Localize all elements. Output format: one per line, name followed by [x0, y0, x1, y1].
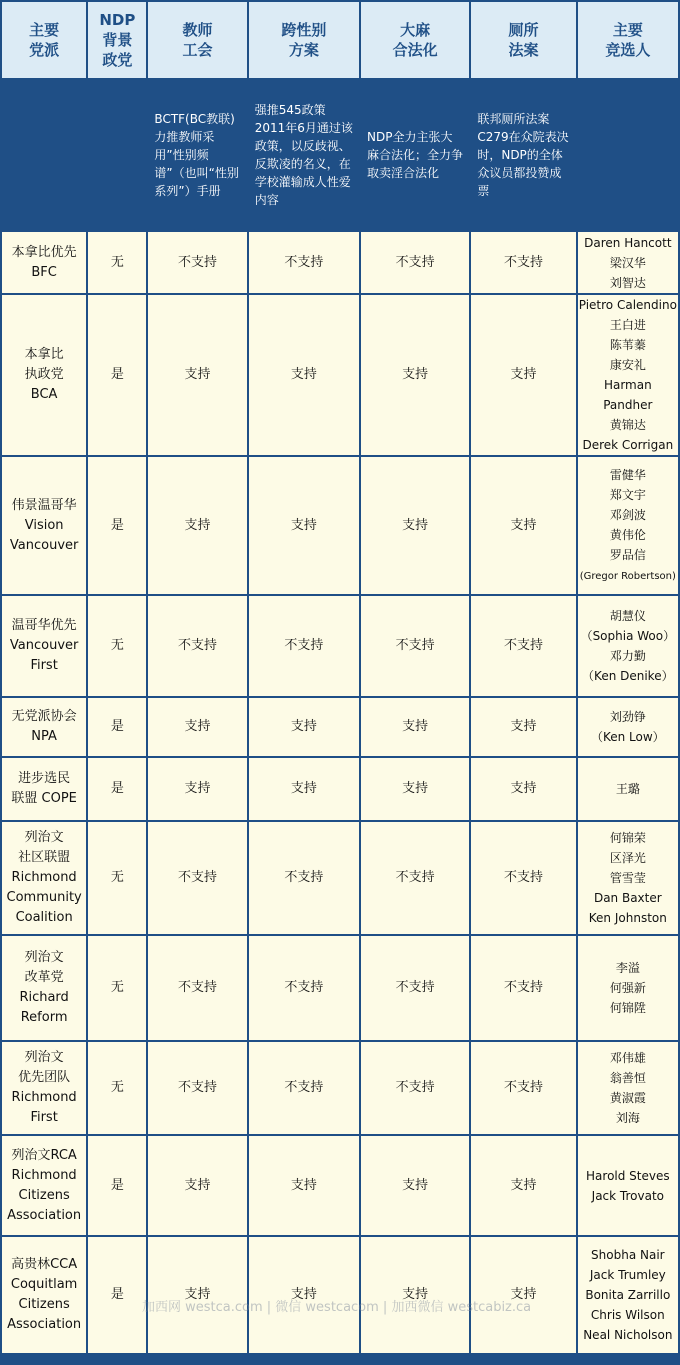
header-ndp: NDP 背景 政党 — [88, 2, 146, 78]
cell-ndp: 无 — [88, 1042, 146, 1134]
cell-party: 温哥华优先 Vancouver First — [2, 596, 86, 696]
cell-gender: 不支持 — [249, 232, 359, 293]
table-row — [2, 936, 678, 1040]
cell-union: 不支持 — [148, 1042, 246, 1134]
cell-candidates: 何锦荣 区泽光 管雪莹 Dan Baxter Ken Johnston — [578, 822, 678, 934]
header-bathroom: 厕所 法案 — [471, 2, 575, 78]
cell-ndp: 无 — [88, 596, 146, 696]
cell-ndp: 是 — [88, 1237, 146, 1353]
desc-ndp — [88, 80, 146, 230]
cell-cannabis: 不支持 — [361, 936, 469, 1040]
cell-union: 支持 — [148, 457, 246, 594]
desc-union: BCTF(BC教联)力推教师采用”性别频谱”（也叫“性别系列”）手册 — [148, 80, 246, 230]
cell-gender: 不支持 — [249, 936, 359, 1040]
desc-cannabis: NDP全力主张大麻合法化；全力争取卖淫合法化 — [361, 80, 469, 230]
table-row — [2, 596, 678, 696]
description-row — [2, 80, 678, 230]
cell-ndp: 是 — [88, 457, 146, 594]
table-row — [2, 232, 678, 293]
table-row — [2, 1237, 678, 1353]
cell-party: 本拿比 执政党 BCA — [2, 295, 86, 455]
header-cannabis: 大麻 合法化 — [361, 2, 469, 78]
cell-union: 不支持 — [148, 822, 246, 934]
cell-candidates: 雷健华 郑文宇 邓剑波 黄伟伦 罗品信 (Gregor Robertson) — [578, 457, 678, 594]
header-party: 主要 党派 — [2, 2, 86, 78]
cell-union: 支持 — [148, 1237, 246, 1353]
cell-party: 列治文RCA Richmond Citizens Association — [2, 1136, 86, 1235]
cell-party: 伟景温哥华 Vision Vancouver — [2, 457, 86, 594]
cell-bathroom: 不支持 — [471, 232, 575, 293]
cell-candidates: 邓伟雄 翁善恒 黄淑霞 刘海 — [578, 1042, 678, 1134]
cell-gender: 支持 — [249, 1136, 359, 1235]
cell-party: 高贵林CCA Coquitlam Citizens Association — [2, 1237, 86, 1353]
cell-ndp: 无 — [88, 936, 146, 1040]
table-row — [2, 758, 678, 820]
desc-candidates — [578, 80, 678, 230]
cell-cannabis: 不支持 — [361, 1042, 469, 1134]
cell-cannabis: 支持 — [361, 1136, 469, 1235]
cell-bathroom: 支持 — [471, 1237, 575, 1353]
cell-candidates: Pietro Calendino 王白进 陈苇蓁 康安礼 Harman Pandher 黄锦达 Derek Corrigan — [578, 295, 678, 455]
table-row — [2, 822, 678, 934]
cell-bathroom: 不支持 — [471, 936, 575, 1040]
table-row — [2, 1136, 678, 1235]
cell-bathroom: 不支持 — [471, 1042, 575, 1134]
table-body — [2, 232, 678, 1353]
table-row — [2, 1042, 678, 1134]
cell-bathroom: 支持 — [471, 758, 575, 820]
cell-candidates: 刘劲铮 （Ken Low） — [578, 698, 678, 756]
header-union: 教师 工会 — [148, 2, 246, 78]
cell-bathroom: 不支持 — [471, 596, 575, 696]
cell-candidates: 王璐 — [578, 758, 678, 820]
cell-union: 不支持 — [148, 232, 246, 293]
table-row — [2, 698, 678, 756]
cell-cannabis: 支持 — [361, 758, 469, 820]
desc-gender: 强推545政策2011年6月通过该政策，以反歧视、反欺凌的名义，在学校灌输成人性爱内容 — [249, 80, 359, 230]
cell-union: 支持 — [148, 1136, 246, 1235]
cell-party: 进步选民 联盟 COPE — [2, 758, 86, 820]
table-row — [2, 457, 678, 594]
cell-ndp: 是 — [88, 758, 146, 820]
cell-gender: 支持 — [249, 295, 359, 455]
cell-candidates: Shobha Nair Jack Trumley Bonita Zarrillo Chris Wilson Neal Nicholson — [578, 1237, 678, 1353]
cell-ndp: 是 — [88, 698, 146, 756]
cell-cannabis: 不支持 — [361, 822, 469, 934]
cell-cannabis: 支持 — [361, 295, 469, 455]
header-row — [2, 2, 678, 78]
cell-party: 列治文 优先团队 Richmond First — [2, 1042, 86, 1134]
cell-bathroom: 支持 — [471, 295, 575, 455]
cell-cannabis: 不支持 — [361, 596, 469, 696]
cell-ndp: 是 — [88, 1136, 146, 1235]
cell-ndp: 无 — [88, 232, 146, 293]
cell-party: 本拿比优先 BFC — [2, 232, 86, 293]
cell-bathroom: 支持 — [471, 698, 575, 756]
cell-union: 不支持 — [148, 596, 246, 696]
cell-cannabis: 支持 — [361, 1237, 469, 1353]
cell-union: 支持 — [148, 758, 246, 820]
header-candidates: 主要 竞选人 — [578, 2, 678, 78]
cell-gender: 不支持 — [249, 822, 359, 934]
cell-candidates: Harold Steves Jack Trovato — [578, 1136, 678, 1235]
cell-union: 支持 — [148, 295, 246, 455]
cell-party: 列治文 改革党 Richard Reform — [2, 936, 86, 1040]
cell-cannabis: 不支持 — [361, 232, 469, 293]
cell-gender: 不支持 — [249, 1042, 359, 1134]
cell-party: 无党派协会 NPA — [2, 698, 86, 756]
watermark: 加西网 westca.com | 微信 westcacom | 加西微信 westcabiz.ca — [142, 1300, 532, 1315]
cell-candidates: 李溢 何强新 何锦陞 — [578, 936, 678, 1040]
cell-party: 列治文 社区联盟 Richmond Community Coalition — [2, 822, 86, 934]
desc-bathroom: 联邦厕所法案C279在众院表决时，NDP的全体众议员都投赞成票 — [471, 80, 575, 230]
cell-bathroom: 支持 — [471, 1136, 575, 1235]
cell-ndp: 是 — [88, 295, 146, 455]
cell-gender: 支持 — [249, 1237, 359, 1353]
cell-gender: 支持 — [249, 457, 359, 594]
cell-gender: 支持 — [249, 758, 359, 820]
desc-party — [2, 80, 86, 230]
cell-bathroom: 支持 — [471, 457, 575, 594]
cell-ndp: 无 — [88, 822, 146, 934]
table-row — [2, 295, 678, 455]
cell-gender: 支持 — [249, 698, 359, 756]
cell-union: 支持 — [148, 698, 246, 756]
cell-candidates: 胡慧仪 （Sophia Woo） 邓力勤 （Ken Denike） — [578, 596, 678, 696]
cell-cannabis: 支持 — [361, 457, 469, 594]
cell-union: 不支持 — [148, 936, 246, 1040]
cell-gender: 不支持 — [249, 596, 359, 696]
cell-candidates: Daren Hancott 梁汉华 刘智达 — [578, 232, 678, 293]
header-gender: 跨性别 方案 — [249, 2, 359, 78]
cell-cannabis: 支持 — [361, 698, 469, 756]
cell-bathroom: 不支持 — [471, 822, 575, 934]
